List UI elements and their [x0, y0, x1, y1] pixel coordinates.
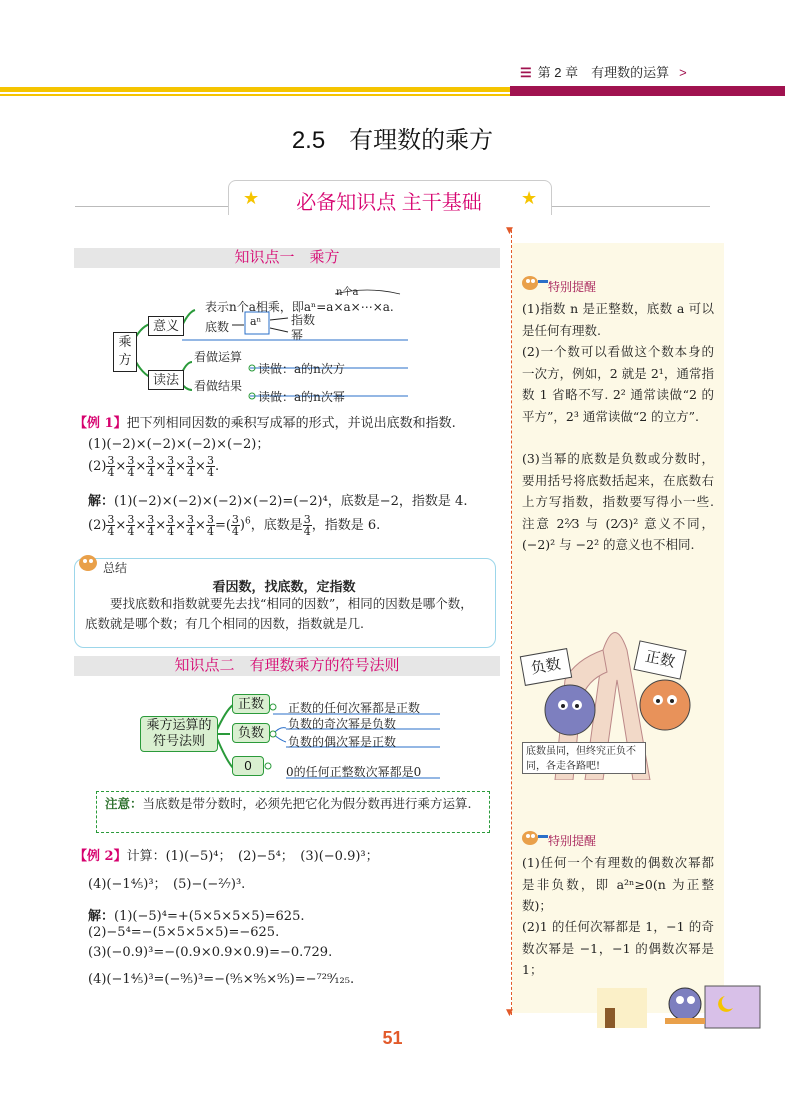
example-2-question: 【例 2】计算：(1)(−5)⁴； (2)−5⁴； (3)(−0.9)³； — [74, 849, 379, 864]
mindmap-node-reading: 读法 — [148, 370, 184, 390]
base-label: 底数 — [205, 320, 230, 334]
note-text: 注意：当底数是带分数时，必须先把它化为假分数再进行乘方运算. — [105, 796, 472, 811]
power-symbol: aⁿ — [250, 315, 262, 328]
tip-paragraph: (1)任何一个有理数的偶数次幂都是非负数，即 a²ⁿ≥0(n 为正整数)； — [522, 855, 714, 914]
meaning-text: 表示n个a相乘，即aⁿ=a×a×⋯×a. — [205, 300, 394, 314]
page-title: 2.5 有理数的乘方 — [291, 127, 494, 154]
rule-positive: 正数的任何次幂都是正数 — [288, 701, 421, 715]
cartoon-caption: 底数虽同，但终究正负不同，各走各路吧! — [522, 742, 646, 774]
example-2-items: (4)(−1⁴⁄₅)³； (5)−(−²⁄₇)³. — [88, 877, 246, 892]
tip-paragraph: (2)一个数可以看做这个数本身的一次方，例如，2 就是 2¹，通常指数 1 省略不写. 2² 通常读做“2 的平方”，2³ 通常读做“2 的立方”. — [522, 344, 714, 424]
star-icon: ★ — [243, 188, 260, 209]
sign-positive: 正数 — [633, 640, 686, 679]
example-1-item-1: (1)(−2)×(−2)×(−2)×(−2)； — [88, 437, 270, 452]
rule-negative-even: 负数的偶次幂是正数 — [288, 735, 397, 749]
banner-title: 必备知识点 主干基础 — [296, 192, 482, 214]
tip-heading: 特别提醒 — [548, 280, 597, 294]
summary-heading: 总结 — [103, 561, 128, 575]
example-1-solution-2: (2) $\frac{3}{4}$ × $\frac{3}{4}$ × $\frac{3}{4}$ × $\frac{3}{4}$ × $\frac{3}{4}$ × $\frac{3}{4}$ =( $\frac{3}{4}$ )$^6$，底数是 $\frac{3}{4}$ ，指数是 6. — [88, 513, 381, 538]
mindmap-sign-rules — [138, 690, 508, 785]
example-2-solution-1: 解：(1)(−5)⁴=+(5×5×5×5)=625. — [88, 909, 305, 924]
example-1-item-2: (2) $\frac{3}{4}$ × $\frac{3}{4}$ × $\frac{3}{4}$ × $\frac{3}{4}$ × $\frac{3}{4}$ × $\frac{3}{4}$ . — [88, 454, 220, 479]
header-stripe-magenta — [510, 86, 785, 96]
read-as-operation-text: 读做：a的n次方 — [258, 362, 345, 376]
read-as-operation: 看做运算 — [194, 350, 243, 364]
tip-paragraph: (1)指数 n 是正整数，底数 a 可以是任何有理数. — [522, 301, 714, 338]
page-number: 51 — [382, 1028, 403, 1048]
summary-title: 看因数，找底数，定指数 — [212, 579, 356, 594]
summary-text: 要找底数和指数就要先去找“相同的因数”，相同的因数是哪个数，底数就是哪个数；有几个相同的因数，指数就是几. — [85, 596, 473, 631]
sign-negative: 负数 — [520, 648, 572, 686]
mindmap-node-meaning: 意义 — [148, 316, 184, 336]
chapter-number: 第 2 章 — [537, 65, 579, 80]
rule-zero: 0的任何正整数次幂都是0 — [286, 765, 422, 779]
read-as-result: 看做结果 — [194, 379, 243, 393]
header-stripe-yellow-thin — [0, 94, 510, 96]
node-positive: 正数 — [232, 694, 270, 714]
n-count-label: n个a — [336, 287, 359, 298]
node-negative: 负数 — [232, 723, 270, 743]
tip-paragraph: (2)1 的任何次幂都是 1，−1 的奇数次幂是 −1，−1 的偶数次幂是 1； — [522, 919, 714, 978]
node-zero: 0 — [232, 756, 264, 776]
summary-mascot-icon — [76, 552, 100, 572]
header-stripe-yellow — [0, 87, 510, 92]
chevron-right-icon[interactable]: > — [679, 65, 687, 80]
read-as-result-text: 读做：a的n次幂 — [258, 390, 345, 404]
sidebar-divider — [511, 230, 512, 1015]
mindmap-power — [110, 282, 510, 412]
example-1-question: 【例 1】把下列相同因数的乘积写成幂的形式，并说出底数和指数. — [74, 416, 456, 431]
rule-negative-odd: 负数的奇次幂是负数 — [288, 717, 397, 731]
tip-paragraph: (3)当幂的底数是负数或分数时，要用括号将底数括起来，在底数右上方写指数，指数要写得小一些. 注意 2²⁄3 与 (2⁄3)² 意义不同，(−2)² 与 −2² 的意义也不相同. — [522, 451, 714, 553]
section-heading: 知识点一 乘方 — [74, 248, 500, 268]
power-label: 幂 — [291, 328, 304, 342]
reminder-mascot-icon — [520, 270, 550, 292]
mindmap-root: 乘方 — [113, 332, 137, 372]
example-label: 【例 1】 — [74, 416, 127, 431]
tip-heading: 特别提醒 — [548, 834, 597, 848]
list-icon[interactable]: ☰ — [520, 65, 532, 80]
exponent-label: 指数 — [291, 313, 316, 327]
star-icon: ★ — [521, 188, 538, 209]
section-heading: 知识点二 有理数乘方的符号法则 — [74, 656, 500, 676]
divider-arrow-icon: ▼ — [506, 1008, 513, 1018]
sign-rules-root: 乘方运算的符号法则 — [140, 716, 218, 752]
example-2-solution-3: (3)(−0.9)³=−(0.9×0.9×0.9)=−0.729. — [88, 945, 333, 960]
reminder-mascot-icon — [520, 825, 550, 847]
example-label: 【例 2】 — [74, 849, 127, 864]
example-2-solution-4: (4)(−1⁴⁄₅)³=(−⁹⁄₅)³=−(⁹⁄₅×⁹⁄₅×⁹⁄₅)=−⁷²⁹⁄₁₂₅. — [88, 972, 355, 987]
chapter-header — [520, 62, 687, 81]
divider-arrow-icon: ▼ — [506, 226, 513, 236]
example-2-solution-2: (2)−5⁴=−(5×5×5×5)=−625. — [88, 925, 280, 940]
example-1-solution-1: 解：(1)(−2)×(−2)×(−2)×(−2)=(−2)⁴，底数是−2，指数是 4. — [88, 494, 468, 509]
chapter-title: 有理数的运算 — [591, 65, 670, 80]
